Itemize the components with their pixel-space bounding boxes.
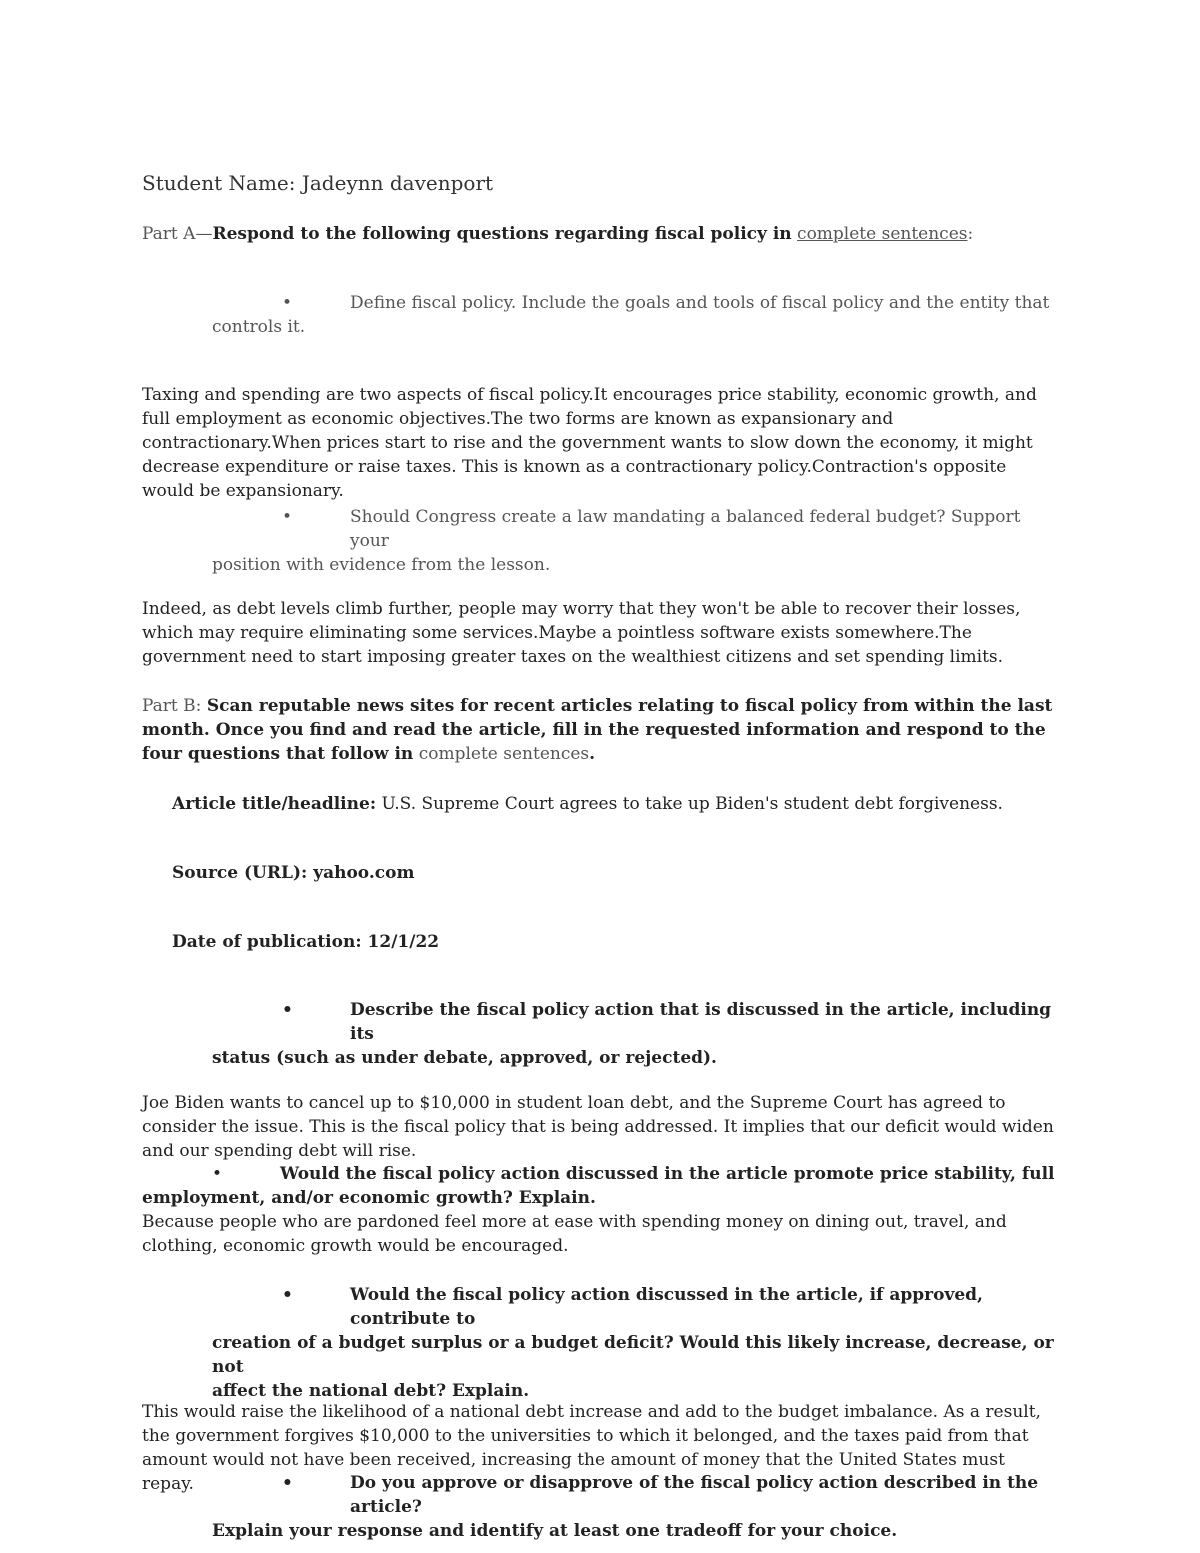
- part-b-answer-1: Joe Biden wants to cancel up to $10,000 in student loan debt, and the Supreme Court has agreed to consider the issue. This is the fiscal policy that is being addressed. It implies that our deficit would widen and our spending debt will rise.: [142, 1093, 1054, 1161]
- part-b-period: .: [589, 744, 596, 764]
- part-a-question-2: [212, 505, 1062, 577]
- source-field: [172, 861, 1052, 885]
- part-b-answer-3: This would raise the likelihood of a national debt increase and add to the budget imbalance. As a result, the government forgives $10,000 to the universities to which it belonged, and the taxes paid from that amount would not have been received, increasing the amount of money that the United States must repay.: [142, 1402, 1041, 1494]
- part-a-underlined: complete sentences: [797, 224, 968, 244]
- date-field: [172, 930, 1052, 954]
- question-line-2: position with evidence from the lesson.: [212, 555, 551, 575]
- part-a-suffix: :: [967, 224, 974, 244]
- part-a-answer-1: Taxing and spending are two aspects of fiscal policy.It encourages price stability, economic growth, and full employment as economic objectives.The two forms are known as expansionary and contractionary.When prices start to rise and the government wants to slow down the economy, it might decrease expenditure or raise taxes. This is known as a contractionary policy.Contraction's opposite would be expansionary.: [142, 385, 1037, 501]
- part-a-answer-2: Indeed, as debt levels climb further, people may worry that they won't be able to recover their losses, which may require eliminating some services.Maybe a pointless software exists somewhere.The government need to start imposing greater taxes on the wealthiest citizens and set spending limits.: [142, 599, 1021, 667]
- question-line-2: employment, and/or economic growth? Explain.: [142, 1188, 596, 1208]
- question-line-1: Would the fiscal policy action discussed in the article promote price stability, full: [280, 1164, 1055, 1184]
- bullet-icon: •: [212, 1164, 223, 1184]
- question-line-1: Should Congress create a law mandating a balanced federal budget? Support your: [350, 507, 1021, 551]
- bullet-icon: •: [282, 293, 293, 313]
- date-label: Date of publication:: [172, 932, 362, 952]
- part-b-instruction: Scan reputable news sites for recent articles relating to fiscal policy from within the last month. Once you find and read the article, fill in the requested information and respond to the four questions that follow in: [142, 696, 1053, 764]
- student-name-label: Student Name:: [142, 171, 296, 195]
- student-name-line: [142, 170, 493, 196]
- question-line-1: Would the fiscal policy action discussed in the article, if approved, contribute to: [350, 1285, 983, 1329]
- question-line-2: creation of a budget surplus or a budget deficit? Would this likely increase, decrease, or not: [212, 1333, 1054, 1377]
- part-a-heading: [142, 222, 1062, 246]
- part-b-prefix: Part B:: [142, 696, 202, 716]
- student-name-value: Jadeynn davenport: [301, 171, 494, 195]
- question-line-2: status (such as under debate, approved, or rejected).: [212, 1048, 717, 1068]
- part-b-question-2: [142, 1162, 1062, 1210]
- article-title-label: Article title/headline:: [172, 794, 377, 814]
- part-b-plain: complete sentences: [418, 744, 590, 764]
- part-a-question-1: [212, 291, 1062, 339]
- question-line-3: affect the national debt? Explain.: [212, 1381, 530, 1401]
- part-b-question-4: [212, 1471, 1062, 1543]
- article-title-field: [172, 792, 1052, 816]
- date-value: 12/1/22: [367, 932, 440, 952]
- bullet-icon: •: [282, 1000, 293, 1020]
- part-b-question-1: [212, 998, 1062, 1070]
- question-line-2: controls it.: [212, 317, 306, 337]
- part-b-question-3: [212, 1283, 1062, 1403]
- article-title-value: U.S. Supreme Court agrees to take up Biden's student debt forgiveness.: [381, 794, 1003, 814]
- part-a-instruction: Respond to the following questions regarding fiscal policy in: [212, 224, 792, 244]
- question-line-2: Explain your response and identify at least one tradeoff for your choice.: [212, 1521, 898, 1541]
- source-value: yahoo.com: [313, 863, 415, 883]
- question-line-1: Define fiscal policy. Include the goals and tools of fiscal policy and the entity that: [350, 293, 1050, 313]
- part-b-answer-2: Because people who are pardoned feel more at ease with spending money on dining out, travel, and clothing, economic growth would be encouraged.: [142, 1212, 1007, 1256]
- question-line-1: Describe the fiscal policy action that is discussed in the article, including its: [350, 1000, 1052, 1044]
- source-label: Source (URL):: [172, 863, 308, 883]
- part-b-heading: [142, 694, 1062, 766]
- question-line-1: Do you approve or disapprove of the fiscal policy action described in the article?: [350, 1473, 1039, 1517]
- bullet-icon: •: [282, 507, 293, 527]
- part-a-prefix: Part A—: [142, 224, 213, 244]
- bullet-icon: •: [282, 1473, 293, 1493]
- bullet-icon: •: [282, 1285, 293, 1305]
